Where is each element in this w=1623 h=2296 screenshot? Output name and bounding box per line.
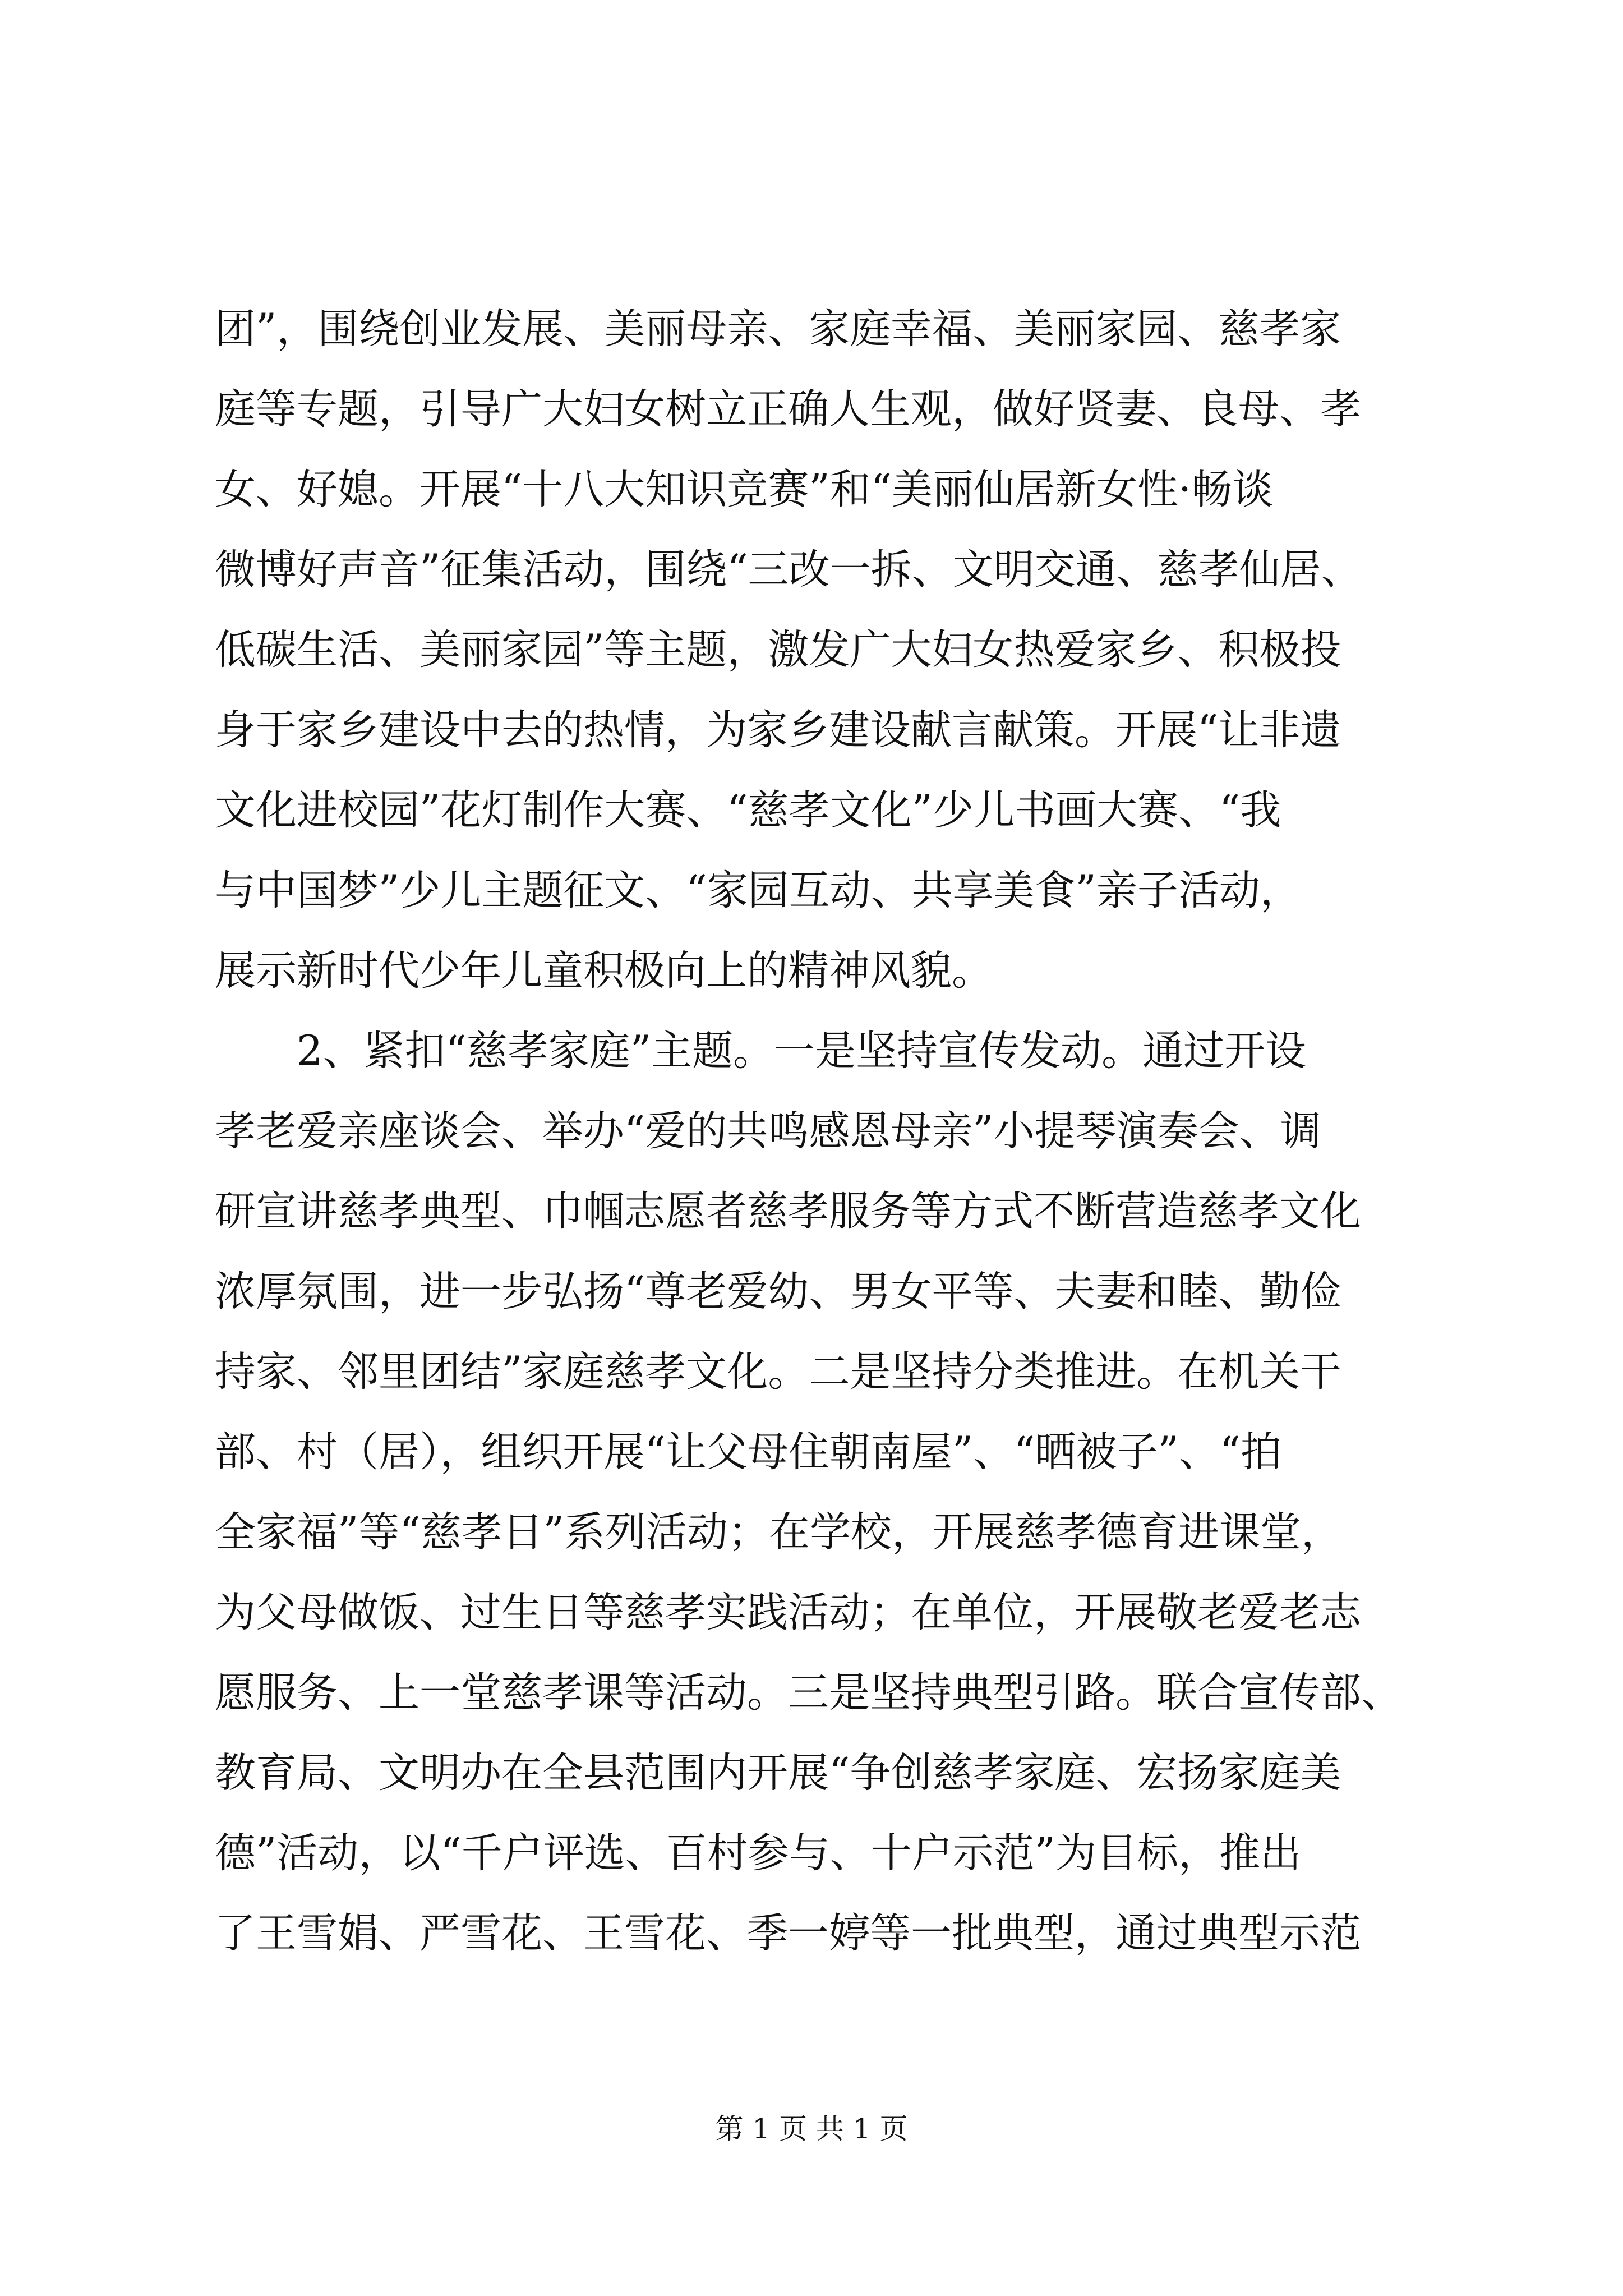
text-line: 愿服务、上一堂慈孝课等活动。三是坚持典型引路。联合宣传部、 (215, 1669, 1402, 1717)
text-line: 庭等专题，引导广大妇女树立正确人生观，做好贤妻、良母、孝 (215, 385, 1361, 433)
text-line: 身于家乡建设中去的热情，为家乡建设献言献策。开展“让非遗 (215, 706, 1341, 754)
paragraph-first-line: 2、紧扣“慈孝家庭”主题。一是坚持宣传发动。通过开设 (297, 1027, 1307, 1075)
text-line: 女、好媳。开展“十八大知识竞赛”和“美丽仙居新女性·畅谈 (215, 466, 1274, 513)
text-line: 孝老爱亲座谈会、举办“爱的共鸣感恩母亲”小提琴演奏会、调 (215, 1107, 1321, 1155)
text-line: 文化进校园”花灯制作大赛、“慈孝文化”少儿书画大赛、“我 (215, 786, 1281, 834)
page-footer: 第 1 页 共 1 页 (715, 2113, 908, 2145)
text-line: 与中国梦”少儿主题征文、“家园互动、共享美食”亲子活动， (215, 867, 1301, 914)
text-line: 持家、邻里团结”家庭慈孝文化。二是坚持分类推进。在机关干 (215, 1348, 1341, 1396)
text-line: 德”活动，以“千户评选、百村参与、十户示范”为目标，推出 (215, 1829, 1301, 1877)
text-line: 为父母做饭、过生日等慈孝实践活动；在单位，开展敬老爱老志 (215, 1589, 1361, 1636)
text-line: 部、村（居），组织开展“让父母住朝南屋”、“晒被子”、“拍 (215, 1428, 1282, 1476)
text-line: 浓厚氛围，进一步弘扬“尊老爱幼、男女平等、夫妻和睦、勤俭 (215, 1268, 1341, 1315)
text-line: 了王雪娟、严雪花、王雪花、季一婷等一批典型，通过典型示范 (215, 1910, 1361, 1957)
text-line: 低碳生活、美丽家园”等主题，激发广大妇女热爱家乡、积极投 (215, 626, 1341, 674)
text-line: 展示新时代少年儿童积极向上的精神风貌。 (215, 947, 993, 995)
text-line: 教育局、文明办在全县范围内开展“争创慈孝家庭、宏扬家庭美 (215, 1749, 1341, 1797)
text-line: 微博好声音”征集活动，围绕“三改一拆、文明交通、慈孝仙居、 (215, 546, 1362, 593)
document-body (215, 289, 1409, 1973)
text-line: 研宣讲慈孝典型、巾帼志愿者慈孝服务等方式不断营造慈孝文化 (215, 1188, 1361, 1235)
text-line: 全家福”等“慈孝日”系列活动；在学校，开展慈孝德育进课堂， (215, 1508, 1342, 1556)
text-line: 团”，围绕创业发展、美丽母亲、家庭幸福、美丽家园、慈孝家 (215, 305, 1341, 353)
